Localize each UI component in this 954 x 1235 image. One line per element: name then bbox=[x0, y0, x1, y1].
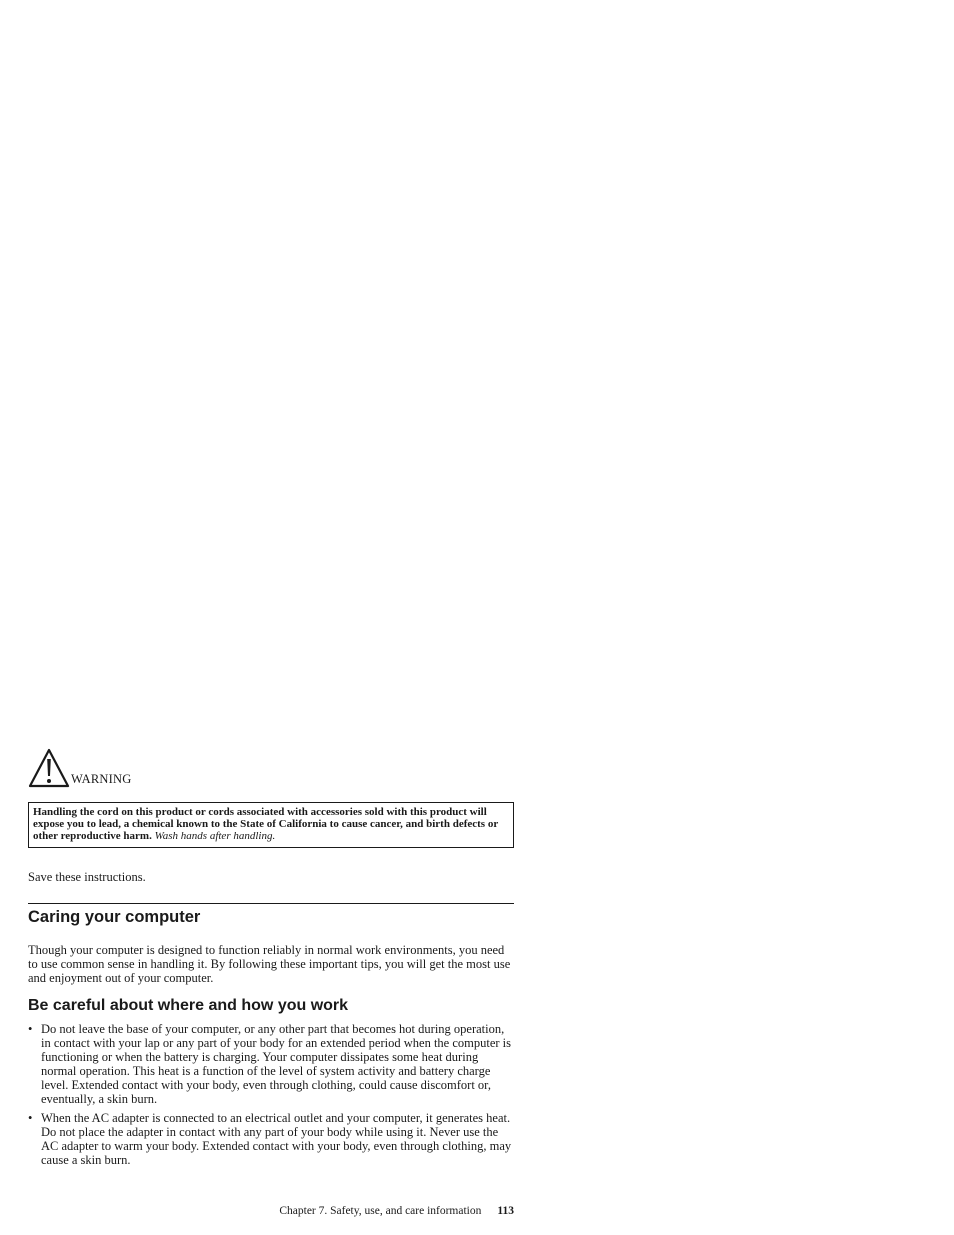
warning-heading bbox=[28, 748, 131, 788]
warning-notice-box bbox=[28, 802, 514, 848]
warning-triangle-icon bbox=[28, 748, 70, 788]
list-item bbox=[28, 1022, 514, 1106]
footer-chapter: Chapter 7. Safety, use, and care information bbox=[279, 1205, 482, 1217]
bullet-icon: • bbox=[28, 1022, 33, 1036]
save-instructions: Save these instructions. bbox=[28, 870, 146, 884]
warning-notice-text: Handling the cord on this product or cords associated with accessories sold with this product will expose you to lead, a chemical known to the State of California to cause cancer, and birth defects or other reproductive harm. bbox=[33, 806, 499, 842]
section-title: Caring your computer bbox=[28, 908, 201, 926]
warning-label: WARNING bbox=[71, 772, 132, 786]
section-intro: Though your computer is designed to function reliably in normal work environments, you need to use common sense in handling it. By following these important tips, you will get the most use and enjoyment out of your computer. bbox=[28, 943, 511, 985]
bullet-icon: • bbox=[28, 1111, 33, 1125]
page-footer bbox=[28, 1204, 514, 1218]
list-item bbox=[28, 1111, 514, 1167]
page-number: 113 bbox=[497, 1205, 514, 1217]
section-divider bbox=[28, 903, 514, 904]
list-item-text: When the AC adapter is connected to an electrical outlet and your computer, it generates heat. Do not place the adapter in contact with any part of your body while using it. Never use the AC adapter to warm your body. Extended contact with your body, even through clothing, may cause a skin burn. bbox=[41, 1111, 512, 1167]
list-item-text: Do not leave the base of your computer, or any other part that becomes hot during operation, in contact with your lap or any part of your body for an extended period when the computer is functioning or when the battery is charging. Your computer dissipates some heat during normal operation. This heat is a function of the level of system activity and battery charge level. Extended contact with your body, even through clothing, could cause discomfort or, eventually, a skin burn. bbox=[41, 1022, 512, 1106]
bullet-list bbox=[28, 1022, 514, 1172]
warning-notice-italic: Wash hands after handling. bbox=[154, 830, 276, 842]
subsection-title: Be careful about where and how you work bbox=[28, 997, 349, 1014]
